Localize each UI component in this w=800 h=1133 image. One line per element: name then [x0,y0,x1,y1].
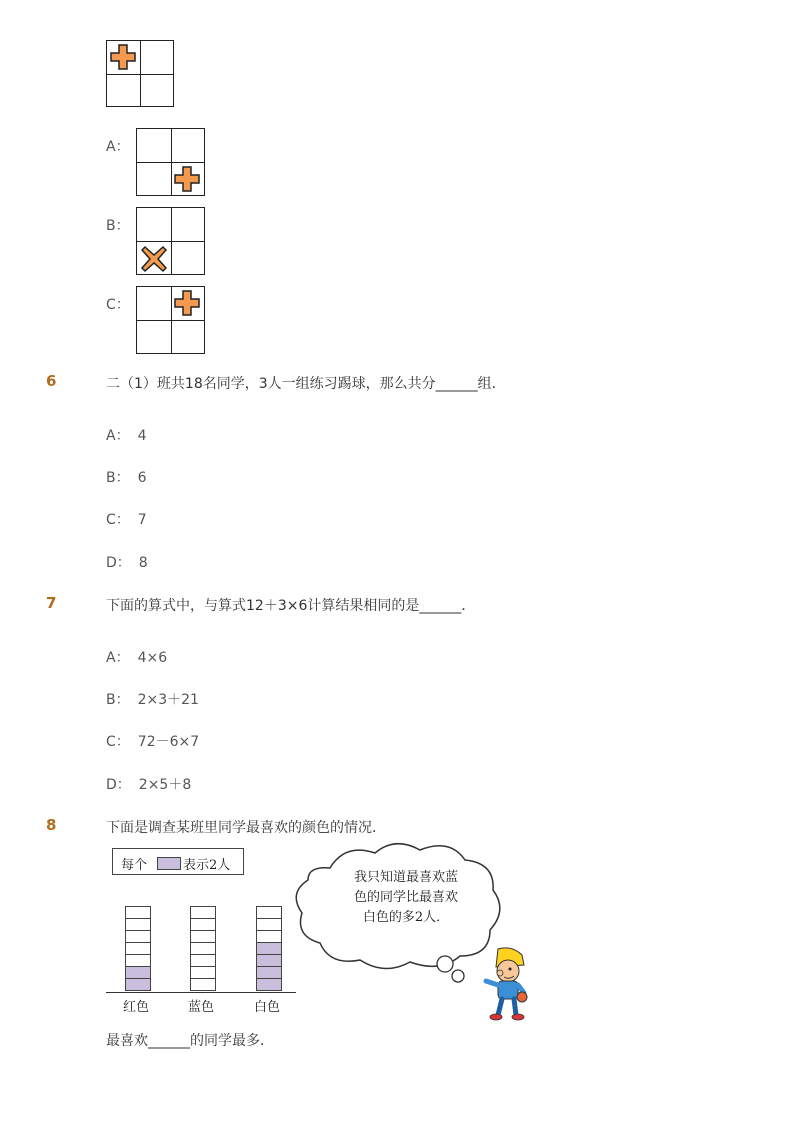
q7-option-c[interactable]: C： 72－6×7 [106,734,200,750]
q6-option-d[interactable]: D： 8 [106,555,148,571]
question-text: 下面的算式中，与算式12＋3×6计算结果相同的是______． [106,598,476,614]
q6-option-b[interactable]: B： 6 [106,470,147,486]
q5-option-a-grid[interactable] [136,128,205,196]
q5-option-b-grid[interactable] [136,207,205,275]
question-number: 6 [46,372,57,390]
answer-text: 最喜欢______的同学最多． [106,1033,274,1049]
q5-option-b-letter: B： [106,218,130,234]
bar-0 [125,907,151,991]
filled-cell [256,978,282,991]
q5-option-c-grid[interactable] [136,286,205,354]
legend-suffix: 表示2人 [183,858,231,873]
cross-icon [140,245,168,273]
category-label: 白色 [254,1000,281,1015]
bar-1 [190,907,216,991]
question-text: 下面是调查某班里同学最喜欢的颜色的情况． [106,820,386,836]
question-number: 8 [46,816,57,834]
q7-option-a[interactable]: A： 4×6 [106,650,168,666]
q5-option-c-letter: C： [106,297,130,313]
legend-swatch [157,857,181,870]
empty-cell [190,978,216,991]
bar-2 [256,907,282,991]
question-text: 二（1）班共18名同学，3人一组练习踢球，那么共分______组． [106,376,506,392]
plus-icon [173,165,201,193]
chart-baseline [106,992,296,993]
bubble-line-3: 白色的多2人． [362,910,450,925]
category-label: 红色 [123,1000,150,1015]
q6-option-c[interactable]: C： 7 [106,512,147,528]
bubble-line-1: 我只知道最喜欢蓝 [353,870,458,885]
bubble-line-2: 色的同学比最喜欢 [353,890,458,905]
filled-cell [125,978,151,991]
plus-icon [173,289,201,317]
plus-icon [109,43,137,71]
q5-option-a-letter: A： [106,139,130,155]
q7-option-b[interactable]: B： 2×3＋21 [106,692,199,708]
category-label: 蓝色 [188,1000,215,1015]
chart-legend [112,848,244,875]
q6-option-a[interactable]: A： 4 [106,428,147,444]
q7-option-d[interactable]: D： 2×5＋8 [106,777,192,793]
cartoon-boy-icon [478,945,530,1023]
question-number: 7 [46,594,57,612]
legend-prefix: 每个 [121,858,148,873]
question-grid [106,40,174,107]
